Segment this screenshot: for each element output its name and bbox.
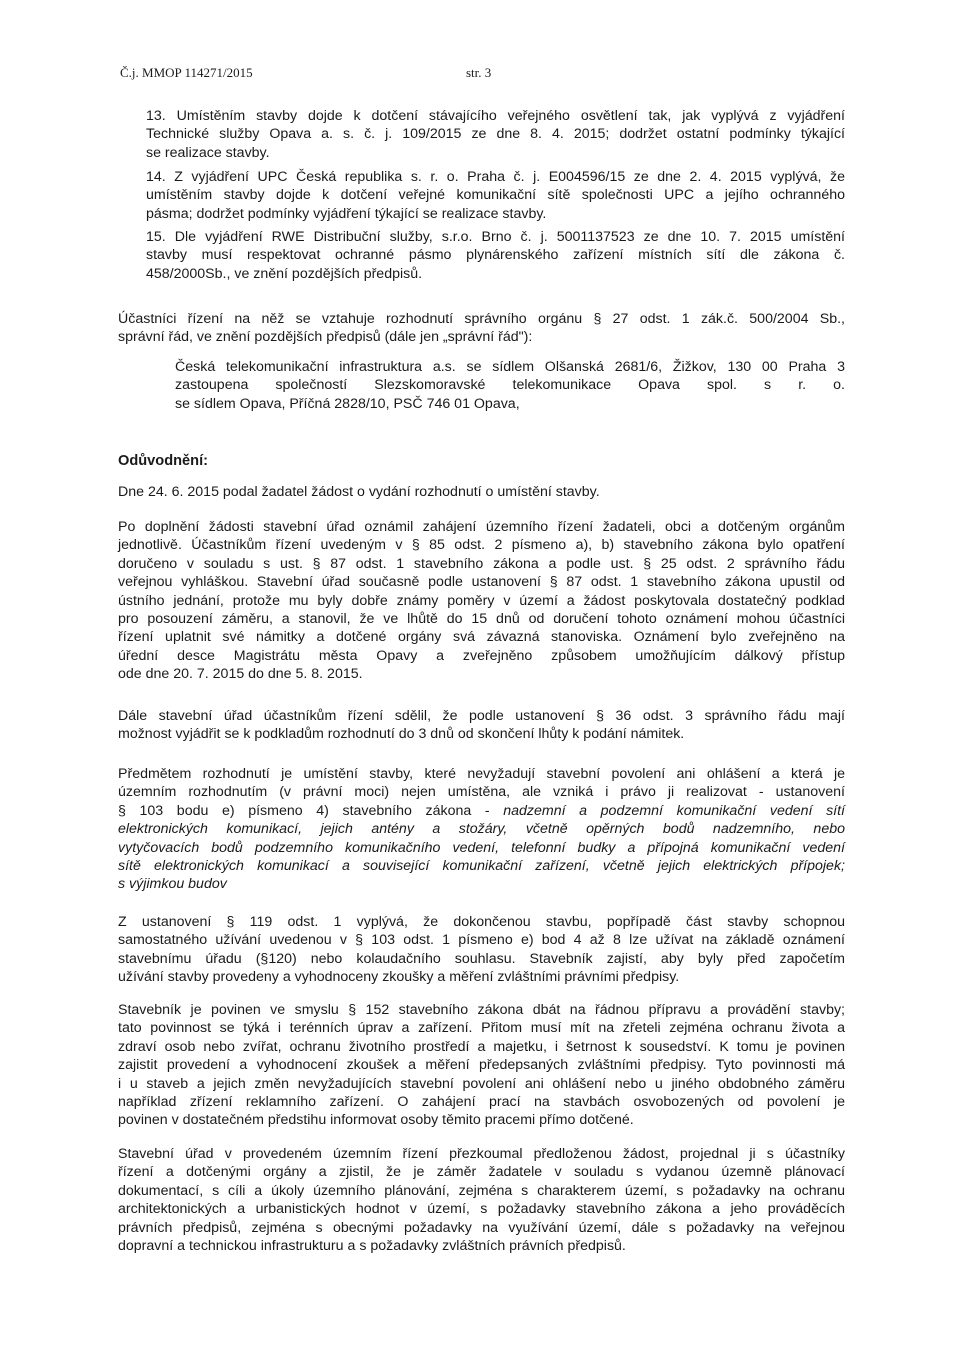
text-line: doručeno v souladu s ust. § 87 odst. 1 stavebního zákona a podle ust. § 25 odst. 2 správního řádu (118, 555, 845, 572)
participants-intro (118, 310, 845, 347)
text-line: Předmětem rozhodnutí je umístění stavby, které nevyžadují stavební povolení ani ohlášení a která je (118, 766, 845, 782)
text-line: ústního jednání, protože mu byly dobře známy poměry v území a žádost poskytovala dostatečný podklad (118, 592, 845, 609)
participant-entry (175, 358, 845, 413)
text-line: 13. Umístěním stavby dojde k dotčení stávajícího veřejného osvětlení tak, jak vyplývá z vyjádření (146, 108, 845, 124)
text-line: užívání stavby provedeny a vyhodnoceny zkoušky a měření zvláštními právními předpisy. (118, 969, 680, 986)
text-line: pásma; dodržet podmínky vyjádření týkající se realizace stavby. (146, 205, 547, 222)
text-line: řízení a dotčenými orgány a zjistil, že je záměr žadatele v souladu s vydanou územně plánovací (118, 1164, 845, 1181)
text-line: 15. Dle vyjádření RWE Distribuční služby, s.r.o. Brno č. j. 5001137523 ze dne 10. 7. 2015 umístění (146, 229, 845, 245)
text-line: zdraví osob nebo zvířat, ochranu životního prostředí a majetku, i šetrnost k sousedství. K tomu je povinen (118, 1038, 845, 1055)
text-line: tato povinnost se týká i terénních úprav a zařízení. Přitom musí mít na zřeteli zejména ochranu života a (118, 1020, 845, 1037)
text-line: možnost vyjádřit se k podkladům rozhodnutí do 3 dnů od skončení lhůty k podání námitek. (118, 726, 685, 743)
text-line: úřední desce Magistrátu města Opavy a zveřejněno způsobem umožňujícím dálkový přístup (118, 647, 845, 664)
text-line: povinen v dostatečném předstihu informovat osoby těmito pracemi přímo dotčené. (118, 1112, 634, 1129)
text-line: Technické služby Opava a. s. č. j. 109/2015 ze dne 8. 4. 2015; dodržet ostatní podmínky týkající (146, 126, 845, 143)
condition-13 (146, 107, 845, 162)
application-date-paragraph (118, 483, 845, 501)
text-line: stavebnímu úřadu (§120) nebo kolaudačního souhlasu. Stavebník zajistí, aby byly před započetím (118, 950, 845, 967)
page-number: str. 3 (466, 65, 492, 80)
text-line: například zřízení reklamního zařízení. O zahájení prací na stavbách osvobozených od povolení je (118, 1094, 845, 1111)
text-line: Česká telekomunikační infrastruktura a.s. se sídlem Olšanská 2681/6, Žižkov, 130 00 Praha 3 (175, 359, 845, 375)
text-line: Dále stavební úřad účastníkům řízení sdělil, že podle ustanovení § 36 odst. 3 správního řádu mají (118, 708, 845, 724)
text-line: umístěním stavby dojde k dotčení veřejné komunikační sítě společnosti UPC a jejího ochranného (146, 187, 845, 204)
text-line: architektonických a urbanistických hodnot v území, s požadavky stavebního zákona a jeho prováděcích (118, 1201, 845, 1218)
text-line: elektronických komunikací, jejich antény a stožáry, včetně opěrných bodů nadzemního, nebo (118, 821, 845, 838)
text-line: zastoupena společností Slezskomoravské telekomunikace Opava spol. s r. o. (175, 377, 845, 394)
text-line: ode dne 20. 7. 2015 do dne 5. 8. 2015. (118, 666, 363, 683)
text-line: Stavební úřad v provedeném územním řízení přezkoumal předloženou žádost, projednal ji s účastníky (118, 1146, 845, 1162)
text-line: 458/2000Sb., ve znění pozdějších předpisů. (146, 265, 423, 282)
text-line: s výjimkou budov (118, 876, 227, 893)
text-line: Stavebník je povinen ve smyslu § 152 stavebního zákona dbát na řádnou přípravu a provádění stavby; (118, 1002, 845, 1018)
text-line: jednotlivě. Účastníkům řízení uvedeným v § 85 odst. 2 písmeno a), b) stavebního zákona bylo opatření (118, 537, 845, 554)
text-line: Účastníci řízení na něž se vztahuje rozhodnutí správního orgánu § 27 odst. 1 zák.č. 500/2004 Sb., (118, 311, 845, 327)
text-line: řízení uplatnit své námitky a dotčené orgány svá závazná stanoviska. Oznámení bylo zveřejněno na (118, 629, 845, 646)
right-to-comment-paragraph (118, 707, 845, 744)
text-segment: § 103 bodu e) písmeno 4) stavebního zákona - (118, 802, 504, 819)
text-line: Dne 24. 6. 2015 podal žadatel žádost o vydání rozhodnutí o umístění stavby. (118, 484, 600, 500)
page-header (120, 64, 840, 84)
text-line: se sídlem Opava, Příčná 2828/10, PSČ 746 01 Opava, (175, 395, 520, 412)
text-line: veřejnou vyhláškou. Stavební úřad současně podle ustanovení § 87 odst. 1 stavebního zákona upustil od (118, 574, 845, 591)
text-line: samostatného užívání uvedenou v § 103 odst. 1 písmeno e) bod 4 až 8 lze užívat na základě oznámení (118, 932, 845, 949)
text-line: Z ustanovení § 119 odst. 1 vyplývá, že dokončenou stavbu, popřípadě část stavby schopnou (118, 914, 845, 930)
subject-paragraph (118, 765, 845, 894)
text-line: právních předpisů, zejména s obecnými požadavky na využívání území, dále s požadavky na veřejnou (118, 1219, 845, 1236)
text-line: správní řád, ve znění pozdějších předpisů (dále jen „správní řád"): (118, 329, 533, 346)
text-line: Po doplnění žádosti stavební úřad oznámil zahájení územního řízení žadateli, obci a dotčeným orgánům (118, 519, 845, 535)
text-line (118, 802, 845, 820)
text-line: dokumentací, s cíli a úkoly územního plánování, zejména s charakterem území, s požadavky na ochranu (118, 1182, 845, 1199)
text-line: 14. Z vyjádření UPC Česká republika s. r. o. Praha č. j. E004596/15 ze dne 2. 4. 2015 vyplývá, že (146, 169, 845, 185)
text-line: vytyčovacích bodů podzemního komunikačního vedení, telefonní budky a přípojná komunikační vedení (118, 839, 845, 856)
condition-14 (146, 168, 845, 223)
italic-segment: nadzemní a podzemní komunikační vedení sítí (503, 802, 845, 819)
text-line: sítě elektronických komunikací a související komunikační zařízení, včetně jejich elektrických přípojek; (118, 858, 845, 875)
use-of-building-paragraph (118, 913, 845, 987)
text-line: pro posouzení záměru, a stanovil, že ve lhůtě do 15 dnů od doručení tohoto oznámení mohou účastníci (118, 611, 845, 628)
review-paragraph (118, 1145, 845, 1255)
proceedings-paragraph (118, 518, 845, 684)
text-line: stavby musí respektovat ochranné pásmo plynárenského zařízení místních sítí dle zákona č. (146, 247, 845, 264)
builder-duties-paragraph (118, 1001, 845, 1130)
text-line: územním rozhodnutím (v právní moci) nejen umístěna, ale vzniká i právo ji realizovat - ustanovení (118, 784, 845, 801)
reference-number: Č.j. MMOP 114271/2015 (120, 65, 253, 80)
text-line: se realizace stavby. (146, 144, 270, 161)
text-line: i u staveb a jejich změn nevyžadujících stavební povolení ani ohlášení nebo u jiného obdobného záměru (118, 1075, 845, 1092)
condition-15 (146, 228, 845, 283)
reasoning-heading: Odůvodnění: (118, 453, 208, 469)
text-line: dopravní a technickou infrastrukturu a s požadavky zvláštních právních předpisů. (118, 1238, 626, 1255)
text-line: zajistit provedení a vyhodnocení zkoušek a měření předepsaných zvláštními předpisy. Tyto povinnosti má (118, 1057, 845, 1074)
